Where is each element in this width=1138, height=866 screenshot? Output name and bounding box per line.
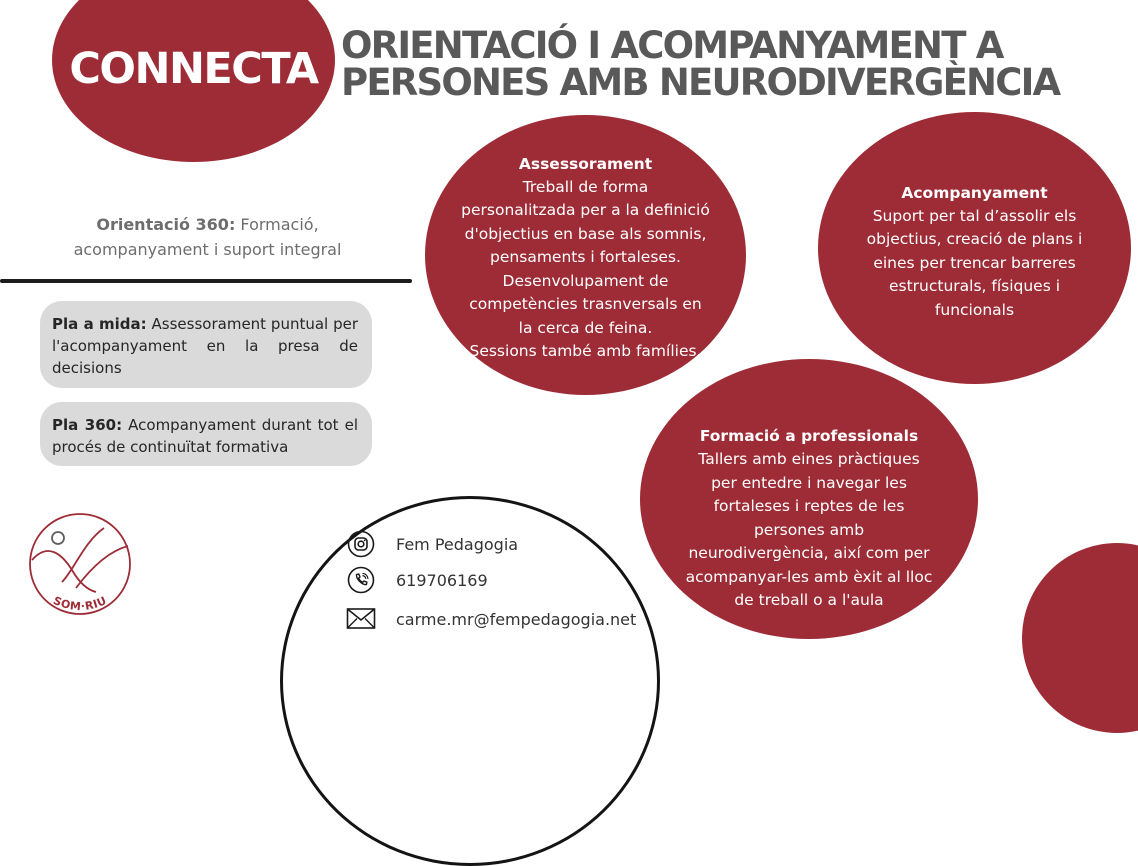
plan-text: Assessorament puntual per l'acompanyament en la presa de decisions — [52, 315, 358, 377]
page-title — [341, 24, 1131, 104]
plan-360-box — [40, 402, 372, 466]
instagram-icon — [346, 529, 376, 559]
email-address: carme.mr@fempedagogia.net — [396, 609, 637, 629]
service-assessorament — [425, 115, 746, 395]
orientation-label: Orientació 360: — [96, 215, 236, 234]
service-description: Treball de forma personalitzada per a la definició d'objectius en base als somnis, pensaments i fortaleses. Desenvolupament de competències trasnversals en la cerca de feina. Sessions també amb famílies. — [461, 177, 710, 360]
contact-email[interactable] — [346, 604, 636, 634]
plan-label: Pla 360: — [52, 416, 123, 434]
service-title: Acompanyament — [901, 183, 1048, 202]
phone-number: 619706169 — [396, 570, 488, 590]
title-line-2: PERSONES AMB NEURODIVERGÈNCIA — [341, 61, 1060, 104]
title-line-1: ORIENTACIÓ I ACOMPANYAMENT A — [341, 24, 1003, 67]
service-title: Formació a professionals — [699, 427, 919, 446]
service-title: Assessorament — [518, 154, 653, 173]
plan-text: Acompanyament durant tot el procés de continuïtat formativa — [52, 416, 358, 456]
decorative-circle — [1022, 543, 1138, 733]
service-acompanyament — [818, 112, 1131, 384]
som-riu-logo — [26, 512, 134, 622]
orientation-text-2: acompanyament i suport integral — [73, 240, 342, 259]
plan-label: Pla a mida: — [52, 315, 147, 333]
service-formacio — [640, 359, 978, 639]
orientation-summary — [40, 212, 375, 262]
instagram-handle: Fem Pedagogia — [396, 534, 519, 554]
brand-name: CONNECTA — [69, 44, 318, 94]
service-description: Suport per tal d’assolir els objectius, creació de plans i eines per trencar barreres estructurals, físiques i funcionals — [866, 206, 1083, 319]
contact-phone[interactable] — [346, 565, 488, 595]
phone-icon — [346, 565, 376, 595]
orientation-text-1: Formació, — [235, 215, 319, 234]
section-divider — [0, 279, 412, 283]
plan-a-mida-box — [40, 301, 372, 388]
mail-icon — [346, 604, 376, 634]
service-description: Tallers amb eines pràctiques per entedre i navegar les fortaleses i reptes de les persones amb neurodivergència, així com per acompanyar-les amb èxit al lloc de treball o a l'aula — [685, 450, 933, 610]
logo-text: SOM·RIU — [51, 593, 109, 614]
contact-instagram[interactable] — [346, 529, 518, 559]
